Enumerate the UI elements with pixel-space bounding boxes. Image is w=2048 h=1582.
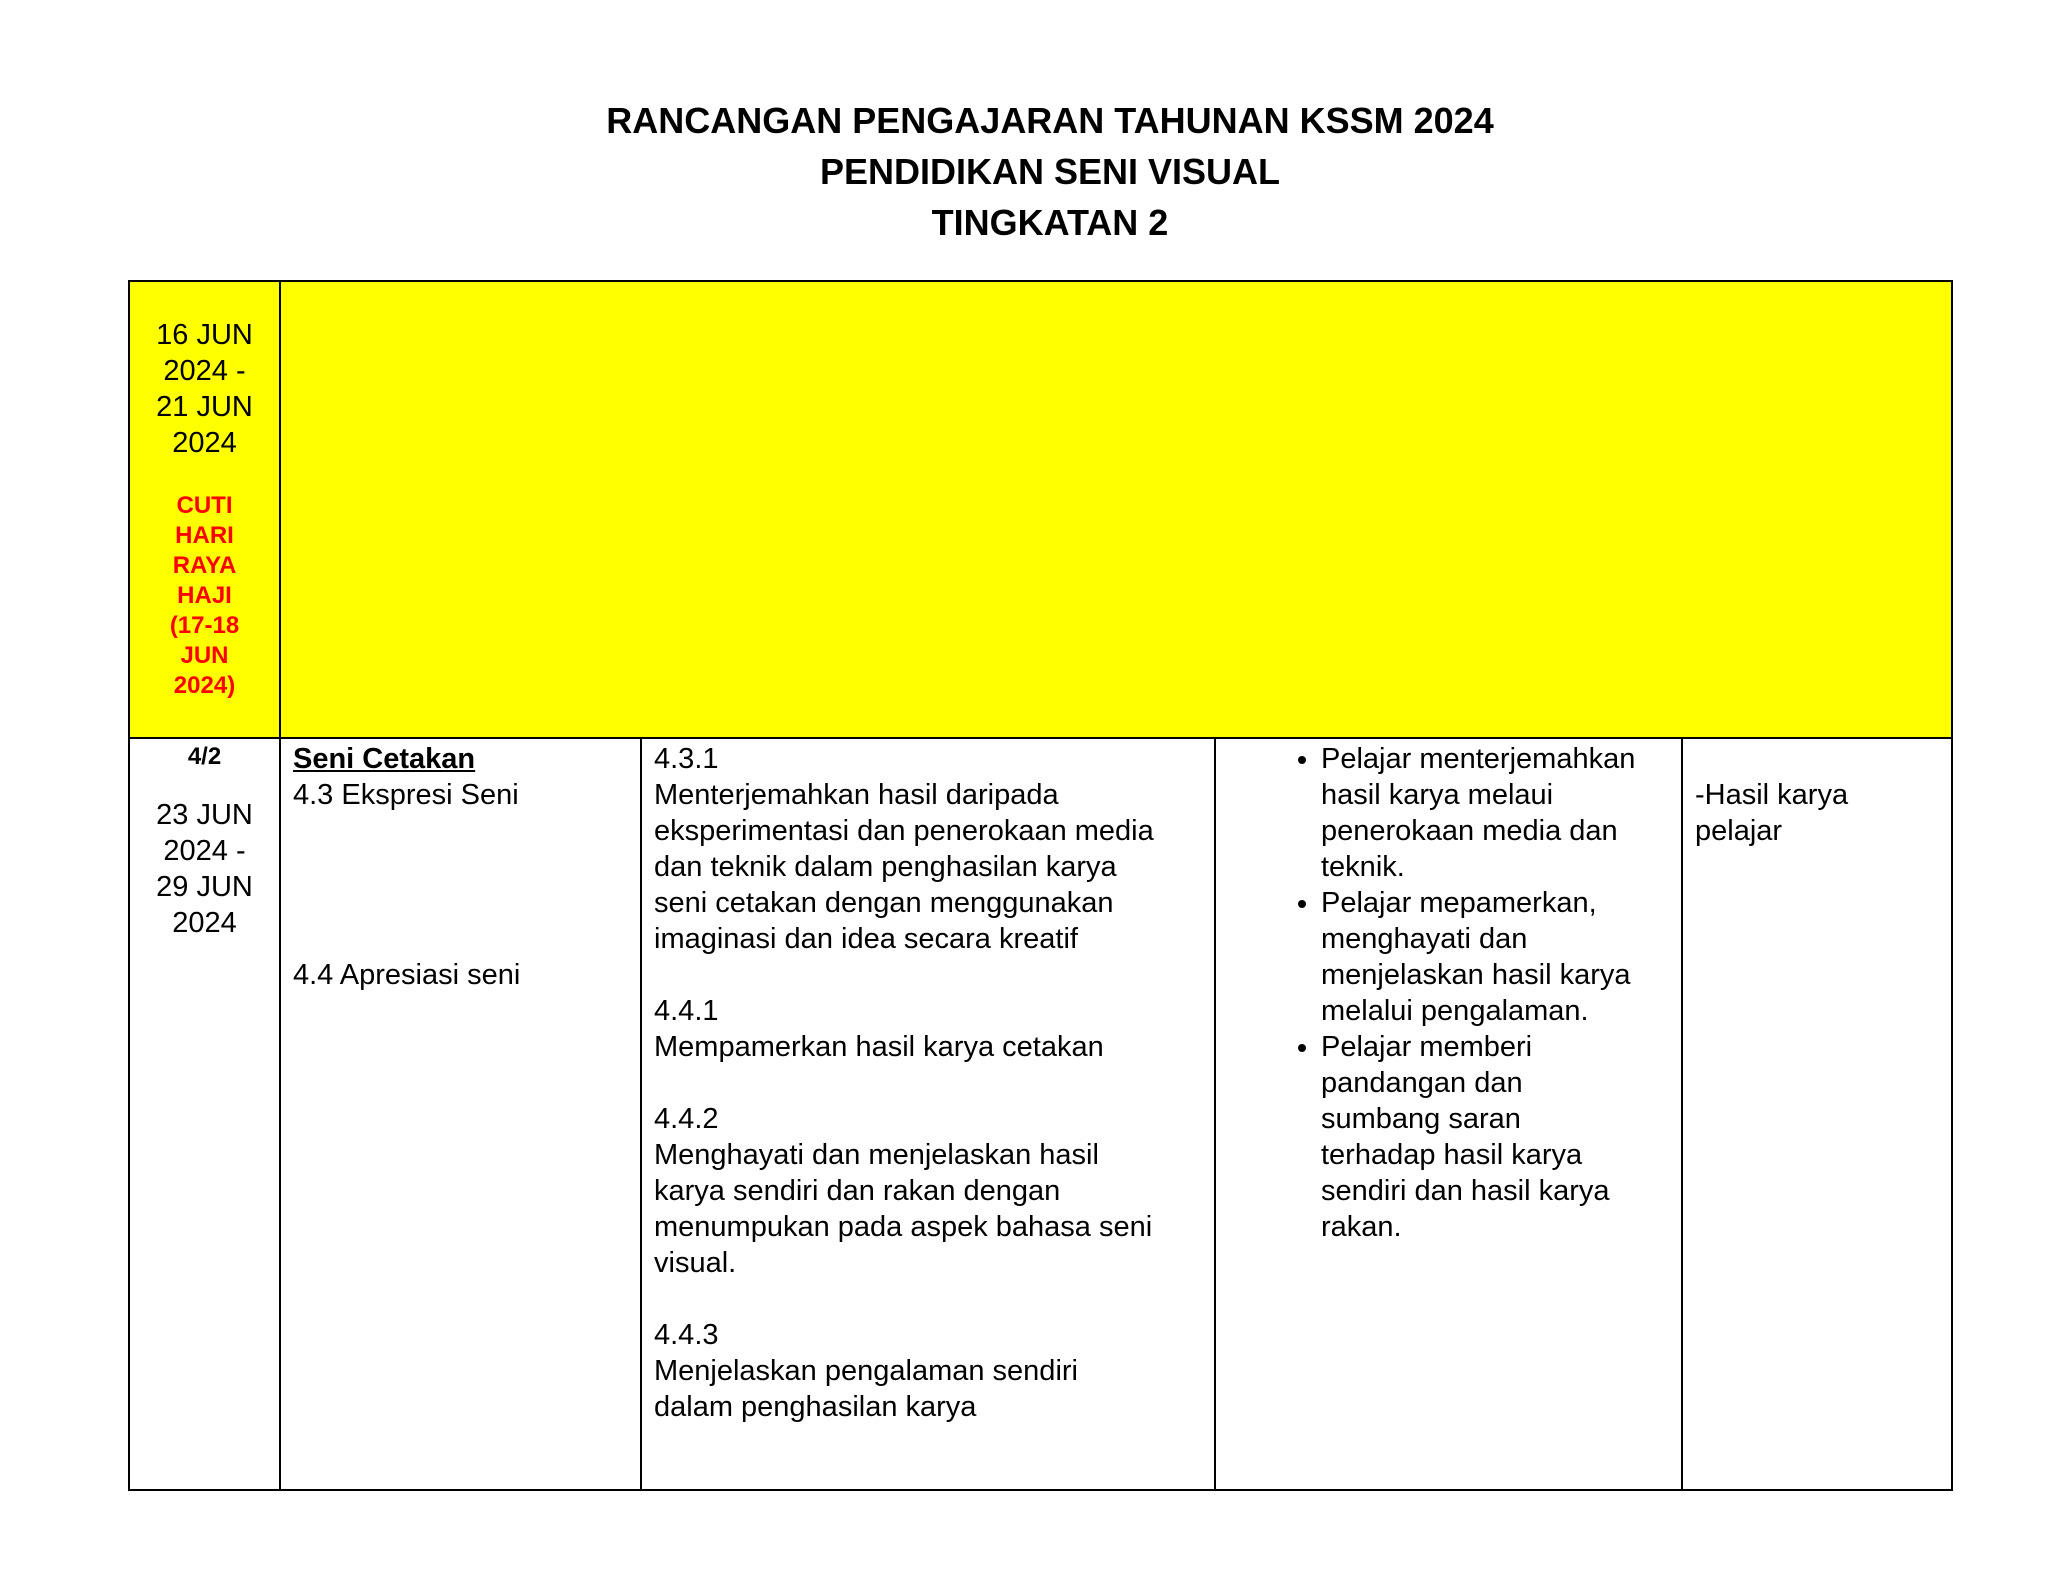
lo-text-line: dan teknik dalam penghasilan karya (654, 851, 1117, 883)
week-date-line: 2024 - (163, 835, 246, 867)
title-line-3: TINGKATAN 2 (931, 202, 1169, 243)
content-standard-2: 4.4 Apresiasi seni (293, 959, 521, 991)
lo-text-line: karya sendiri dan rakan dengan (654, 1175, 1061, 1207)
activity-line: • Pelajar memberi (1321, 1031, 1533, 1063)
activities-list (1216, 741, 1681, 1245)
holiday-date-cell (129, 281, 280, 738)
week-row (129, 738, 1952, 1490)
activity-line: melalui pengalaman. (1321, 995, 1589, 1027)
holiday-note-line: JUN (180, 642, 229, 669)
lo-text-line: dalam penghasilan karya (654, 1391, 977, 1423)
holiday-highlight-cell (280, 281, 1952, 738)
week-date-line: 23 JUN (156, 799, 253, 831)
holiday-date-line: 2024 (172, 427, 237, 459)
holiday-note-line: HAJI (177, 582, 232, 609)
activity-item (1321, 885, 1673, 1029)
week-date-line: 29 JUN (156, 871, 253, 903)
lo-text-line: imaginasi dan idea secara kreatif (654, 923, 1078, 955)
lo-code: 4.4.1 (654, 995, 719, 1027)
content-standard-cell (280, 738, 641, 1490)
lo-code: 4.3.1 (654, 743, 719, 775)
activity-line: teknik. (1321, 851, 1405, 883)
activity-line: menjelaskan hasil karya (1321, 959, 1631, 991)
unit-title: Seni Cetakan (293, 743, 476, 775)
holiday-date-line: 2024 - (163, 355, 246, 387)
holiday-note-line: CUTI (176, 492, 233, 519)
title-line-1: RANCANGAN PENGAJARAN TAHUNAN KSSM 2024 (606, 100, 1494, 141)
activity-line: penerokaan media dan (1321, 815, 1618, 847)
holiday-row (129, 281, 1952, 738)
evidence-line: pelajar (1695, 815, 1783, 847)
lo-code: 4.4.3 (654, 1319, 719, 1351)
holiday-note-line: HARI (175, 522, 234, 549)
lo-text-line: eksperimentasi dan penerokaan media (654, 815, 1154, 847)
holiday-note (130, 491, 279, 701)
evidence-line: -Hasil karya (1695, 779, 1849, 811)
lo-text-line: menumpukan pada aspek bahasa seni (654, 1211, 1153, 1243)
content-standard-1: 4.3 Ekspresi Seni (293, 779, 519, 811)
activity-line: • Pelajar mepamerkan, (1321, 887, 1597, 919)
activities-cell (1215, 738, 1682, 1490)
lo-text-line: Menghayati dan menjelaskan hasil (654, 1139, 1099, 1171)
learning-standard-cell (641, 738, 1215, 1490)
lo-text-line: visual. (654, 1247, 737, 1279)
title-line-2: PENDIDIKAN SENI VISUAL (819, 151, 1281, 192)
week-number: 4/2 (187, 743, 222, 770)
week-date-line: 2024 (172, 907, 237, 939)
lo-text-line: Mempamerkan hasil karya cetakan (654, 1031, 1104, 1063)
activity-line: menghayati dan (1321, 923, 1528, 955)
evidence-cell (1682, 738, 1952, 1490)
holiday-date-line: 16 JUN (156, 319, 253, 351)
holiday-date-line: 21 JUN (156, 391, 253, 423)
activity-line: rakan. (1321, 1211, 1402, 1243)
lesson-plan-table (128, 280, 1953, 1491)
activity-line: pandangan dan (1321, 1067, 1523, 1099)
holiday-note-line: RAYA (172, 552, 237, 579)
activity-line: • Pelajar menterjemahkan (1321, 743, 1636, 775)
lo-text-line: Menjelaskan pengalaman sendiri (654, 1355, 1078, 1387)
week-date-cell (129, 738, 280, 1490)
lo-text-line: seni cetakan dengan menggunakan (654, 887, 1114, 919)
activity-line: hasil karya melaui (1321, 779, 1554, 811)
activity-item (1321, 1029, 1673, 1245)
activity-line: sendiri dan hasil karya (1321, 1175, 1610, 1207)
activity-item (1321, 741, 1673, 885)
holiday-note-line: (17-18 (169, 612, 240, 639)
activity-line: terhadap hasil karya (1321, 1139, 1583, 1171)
holiday-note-line: 2024) (173, 672, 236, 699)
lo-text-line: Menterjemahkan hasil daripada (654, 779, 1059, 811)
document-title (0, 95, 2048, 248)
activity-line: sumbang saran (1321, 1103, 1521, 1135)
lo-code: 4.4.2 (654, 1103, 719, 1135)
